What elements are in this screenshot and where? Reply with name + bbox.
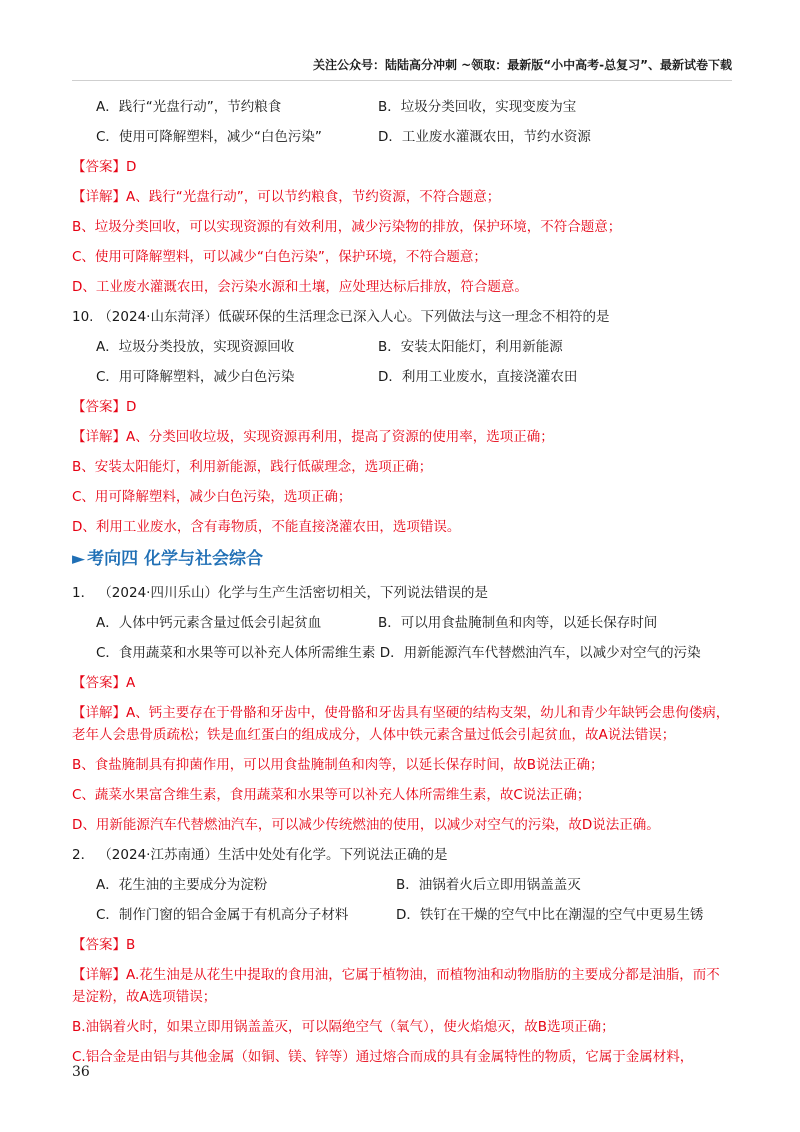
q9-detail-2: B、垃圾分类回收，可以实现资源的有效利用，减少污染物的排放，保护环境，不符合题意；	[72, 219, 622, 235]
q10-options-row-1	[72, 336, 732, 358]
q9-option-a: A．践行“光盘行动”，节约粮食	[96, 99, 282, 115]
s1-text: （2024·四川乐山）化学与生产生活密切相关，下列说法错误的是	[98, 585, 488, 601]
s1-options-row-2	[72, 642, 732, 664]
q9-options-row-1	[72, 96, 732, 118]
q10-detail-3: C、用可降解塑料，减少白色污染，选项正确；	[72, 489, 352, 505]
section-title: 考向四 化学与社会综合	[87, 549, 263, 569]
s2-option-a: A．花生油的主要成分为淀粉	[96, 877, 268, 893]
s2-options-row-1	[72, 874, 732, 896]
q10-option-b: B．安装太阳能灯，利用新能源	[378, 339, 563, 355]
s2-option-d: D．铁钉在干燥的空气中比在潮湿的空气中更易生锈	[396, 907, 704, 923]
q10-answer: 【答案】D	[72, 399, 137, 415]
s1-stem	[72, 582, 732, 604]
s1-option-c: C．食用蔬菜和水果等可以补充人体所需维生素	[96, 645, 376, 661]
page-content	[72, 96, 732, 1076]
section-arrow-icon: ►	[72, 549, 86, 569]
q9-detail-1: 【详解】A、践行“光盘行动”，可以节约粮食，节约资源，不符合题意；	[72, 189, 501, 205]
s1-options-row-1	[72, 612, 732, 634]
s2-option-c: C．制作门窗的铝合金属于有机高分子材料	[96, 907, 349, 923]
section-heading	[72, 546, 732, 572]
q10-detail-4: D、利用工业废水，含有毒物质，不能直接浇灌农田，选项错误。	[72, 519, 461, 535]
s1-number: 1．	[72, 585, 95, 601]
q9-detail-3: C、使用可降解塑料，可以减少“白色污染”，保护环境，不符合题意；	[72, 249, 487, 265]
q9-detail-4: D、工业废水灌溉农田，会污染水源和土壤，应处理达标后排放，符合题意。	[72, 279, 528, 295]
page-number: 36	[72, 1064, 90, 1080]
q10-option-c: C．用可降解塑料，减少白色污染	[96, 369, 295, 385]
s1-option-d: D．用新能源汽车代替燃油汽车，以减少对空气的污染	[379, 645, 701, 661]
s1-option-b: B．可以用食盐腌制鱼和肉等，以延长保存时间	[378, 615, 658, 631]
q9-option-d: D．工业废水灌溉农田，节约水资源	[378, 129, 591, 145]
q9-option-b: B．垃圾分类回收，实现变废为宝	[378, 99, 577, 115]
header-divider	[72, 80, 732, 81]
q9-answer: 【答案】D	[72, 159, 137, 175]
q10-number: 10.	[72, 309, 94, 325]
q10-detail-2: B、安装太阳能灯，利用新能源，践行低碳理念，选项正确；	[72, 459, 433, 475]
q10-option-d: D．利用工业废水，直接浇灌农田	[378, 369, 578, 385]
q10-detail-1: 【详解】A、分类回收垃圾，实现资源再利用，提高了资源的使用率，选项正确；	[72, 429, 554, 445]
s2-detail-1: 【详解】A.花生油是从花生中提取的食用油，它属于植物油，而植物油和动物脂肪的主要成分都是油脂，而不是淀粉，故A选项错误；	[72, 967, 720, 1005]
q10-stem	[72, 306, 732, 328]
s2-option-b: B．油锅着火后立即用锅盖盖灭	[396, 877, 581, 893]
q10-options-row-2	[72, 366, 732, 388]
s2-answer: 【答案】B	[72, 937, 136, 953]
page-header: 关注公众号：陆陆高分冲刺 ~领取：最新版“小中高考-总复习”、最新试卷下载	[313, 58, 732, 72]
s1-answer: 【答案】A	[72, 675, 136, 691]
q10-text: （2024·山东菏泽）低碳环保的生活理念已深入人心。下列做法与这一理念不相符的是	[98, 309, 610, 325]
q9-option-c: C．使用可降解塑料，减少“白色污染”	[96, 129, 322, 145]
s2-options-row-2	[72, 904, 732, 926]
s2-number: 2．	[72, 847, 95, 863]
q9-options-row-2	[72, 126, 732, 148]
s1-detail-1: 【详解】A、钙主要存在于骨骼和牙齿中，使骨骼和牙齿具有坚硬的结构支架，幼儿和青少年缺钙会患佝偻病，老年人会患骨质疏松；铁是血红蛋白的组成成分，人体中铁元素含量过低会引起贫血，故A说法错误；	[72, 705, 730, 743]
s1-detail-2: B、食盐腌制具有抑菌作用，可以用食盐腌制鱼和肉等，以延长保存时间，故B说法正确；	[72, 757, 604, 773]
s2-detail-3: C.铝合金是由铝与其他金属（如铜、镁、锌等）通过熔合而成的具有金属特性的物质，它属于金属材料，	[72, 1049, 694, 1065]
q10-option-a: A．垃圾分类投放，实现资源回收	[96, 339, 295, 355]
s2-stem	[72, 844, 732, 866]
s1-detail-3: C、蔬菜水果富含维生素，食用蔬菜和水果等可以补充人体所需维生素，故C说法正确；	[72, 787, 591, 803]
s1-option-a: A．人体中钙元素含量过低会引起贫血	[96, 615, 322, 631]
s2-text: （2024·江苏南通）生活中处处有化学。下列说法正确的是	[98, 847, 448, 863]
s2-detail-2: B.油锅着火时，如果立即用锅盖盖灭，可以隔绝空气（氧气），使火焰熄灭，故B选项正确；	[72, 1019, 615, 1035]
s1-detail-4: D、用新能源汽车代替燃油汽车，可以减少传统燃油的使用，以减少对空气的污染，故D说法正确。	[72, 817, 660, 833]
